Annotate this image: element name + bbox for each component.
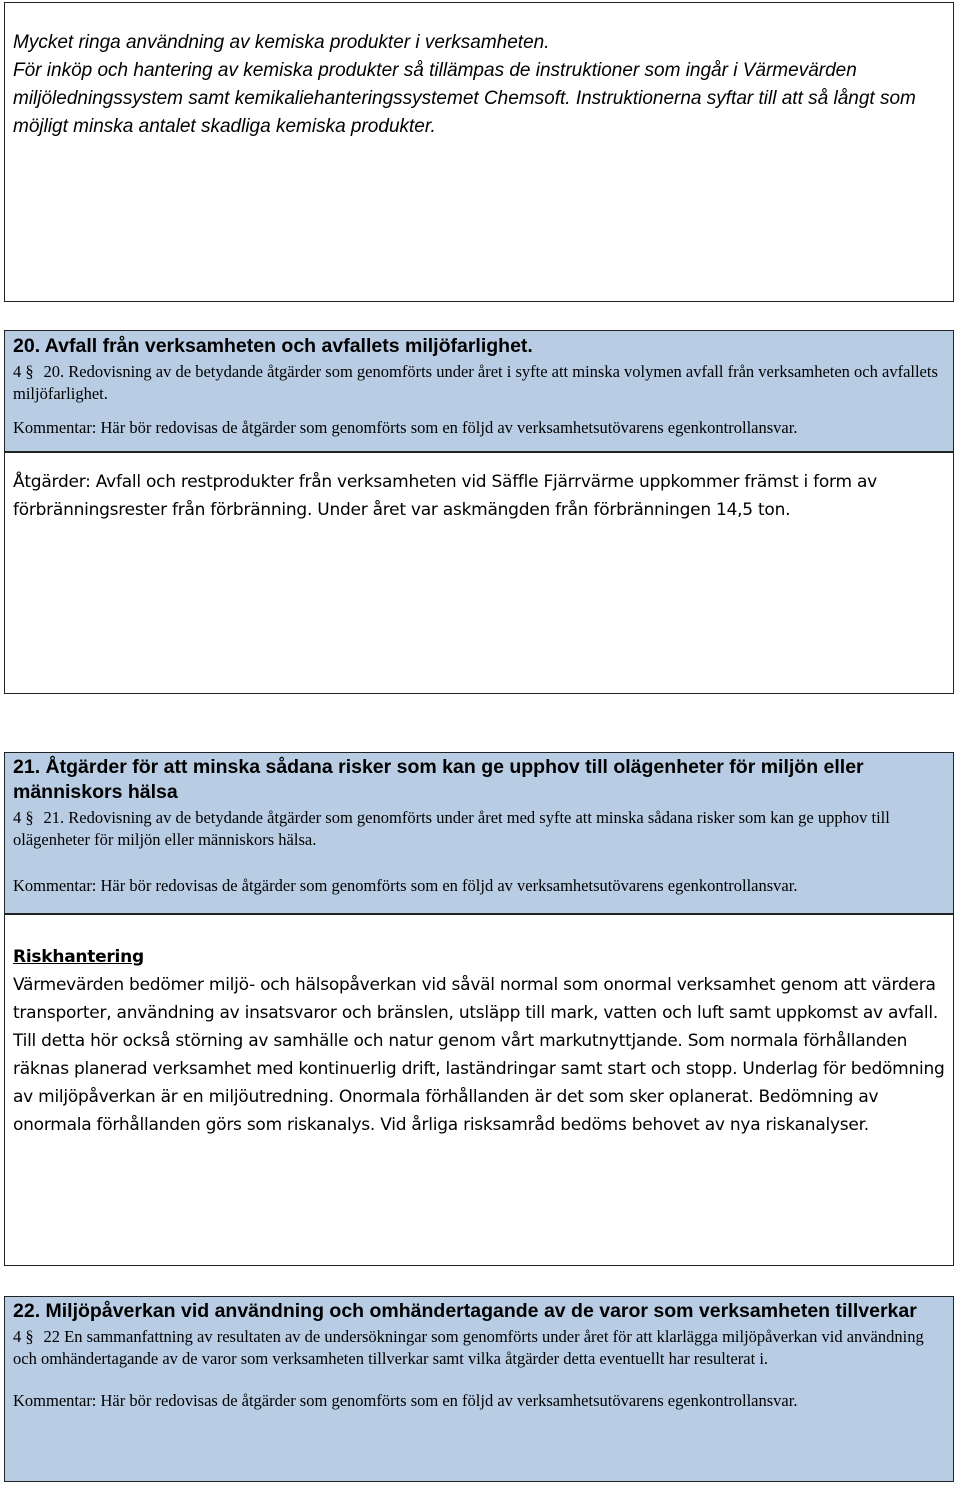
section-21-reference: [13, 807, 945, 851]
section-20-title: 20. Avfall från verksamheten och avfallets miljöfarlighet.: [13, 335, 533, 357]
section-21-answer: Värmevärden bedömer miljö- och hälsopåverkan vid såväl normal som onormal verksamhet genom att värdera transporter, användning av insatsvaror och bränslen, utsläpp till mark, vatten och luft samt uppkomst av avfall. Till detta hör också störning av samhälle och natur genom vårt markutnyttjande. Som normala förhållanden räknas planerad verksamhet med kontinuerlig drift, laständringar samt start och stopp. Underlag för bedömning av miljöpåverkan är en miljöutredning. Onormala förhållanden är det som sker oplanerat. Bedömning av onormala förhållanden görs som riskanalys. Vid årliga risksamråd bedöms behovet av nya riskanalyser.: [13, 975, 945, 1135]
ref-text: 21. Redovisning av de betydande åtgärder som genomförts under året med syfte att minska sådana risker som kan ge upphov till olägenheter för miljön eller människors hälsa.: [13, 808, 890, 849]
section-20-answer-box: [4, 452, 954, 694]
section-22-reference: [13, 1326, 945, 1370]
section-20-comment: Kommentar: Här bör redovisas de åtgärder som genomförts som en följd av verksamhetsutövarens egenkontrollansvar.: [13, 418, 798, 437]
section-20-reference: [13, 361, 945, 405]
paragraph-symbol: §: [25, 808, 34, 827]
ref-text: 20. Redovisning av de betydande åtgärder som genomförts under året i syfte att minska volymen avfall från verksamheten och avfallets miljöfarlighet.: [13, 362, 938, 403]
section-21-answer-box: [4, 914, 954, 1266]
section-21-header: [4, 752, 954, 914]
section-20-header: [4, 330, 954, 452]
paragraph-symbol: §: [25, 1327, 34, 1346]
answer-box-chemicals: [4, 2, 954, 302]
ref-text: 22 En sammanfattning av resultaten av de undersökningar som genomförts under året för att klarlägga miljöpåverkan vid användning och omhändertagande av de varor som verksamheten tillverkar samt vilka åtgärder detta eventuellt har resulterat i.: [13, 1327, 924, 1368]
ref-number: 4: [13, 362, 22, 381]
ref-number: 4: [13, 808, 22, 827]
section-22-title: 22. Miljöpåverkan vid användning och omhändertagande av de varor som verksamheten tillverkar: [13, 1300, 917, 1322]
answer-paragraph: För inköp och hantering av kemiska produkter så tillämpas de instruktioner som ingår i Värmevärden miljöledningssystem samt kemikaliehanteringssystemet Chemsoft. Instruktionerna syftar till att så långt som möjligt minska antalet skadliga kemiska produkter.: [13, 60, 916, 137]
section-22-header: [4, 1296, 954, 1482]
ref-number: 4: [13, 1327, 22, 1346]
paragraph-symbol: §: [25, 362, 34, 381]
section-22-comment: Kommentar: Här bör redovisas de åtgärder som genomförts som en följd av verksamhetsutövarens egenkontrollansvar.: [13, 1391, 798, 1410]
section-21-title: 21. Åtgärder för att minska sådana risker som kan ge upphov till olägenheter för miljön eller människors hälsa: [13, 756, 864, 803]
answer-line: Mycket ringa användning av kemiska produkter i verksamheten.: [13, 32, 550, 53]
section-20-answer: Åtgärder: Avfall och restprodukter från verksamheten vid Säffle Fjärrvärme uppkommer främst i form av förbränningsrester från förbränning. Under året var askmängden från förbränningen 14,5 ton.: [13, 472, 877, 520]
section-21-comment: Kommentar: Här bör redovisas de åtgärder som genomförts som en följd av verksamhetsutövarens egenkontrollansvar.: [13, 876, 798, 895]
section-21-answer-heading: Riskhantering: [13, 947, 144, 967]
